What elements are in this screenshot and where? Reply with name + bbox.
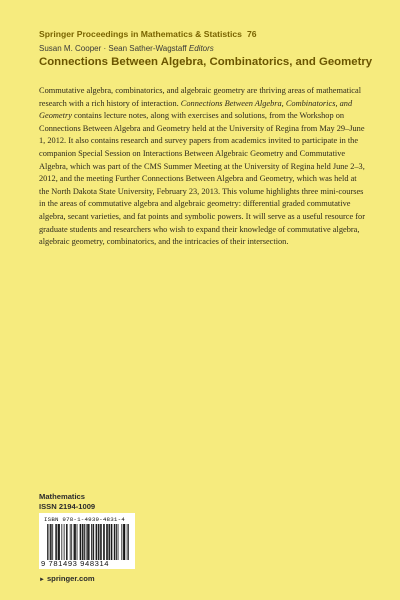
barcode-bar [75, 524, 76, 560]
barcode-bar [93, 524, 94, 560]
barcode-bar [67, 524, 68, 560]
barcode-bar [64, 524, 65, 560]
barcode-bar [50, 524, 51, 560]
barcode-bar [111, 524, 112, 560]
barcode-bar [101, 524, 102, 560]
barcode-bar [124, 524, 125, 560]
barcode-bar [106, 524, 107, 560]
series-line [39, 29, 257, 39]
barcode-bar [83, 524, 84, 560]
barcode-bar [107, 524, 108, 560]
barcode-bar [55, 524, 56, 560]
barcode-bar [104, 524, 105, 560]
barcode-bar [82, 524, 83, 560]
barcode-bar [128, 524, 129, 560]
barcode-bar [127, 524, 128, 560]
barcode-bar [103, 524, 104, 560]
issn-label: ISSN 2194-1009 [39, 502, 96, 511]
description-title-italic: Connections Between Algebra, Combinatorics, and Geometry [39, 98, 353, 121]
barcode-bar [112, 524, 113, 560]
description-part-1: Commutative algebra, combinatorics, and algebraic geometry are thriving areas of mathematical research with a rich history of interaction. [39, 86, 362, 108]
barcode-bar [49, 524, 50, 560]
barcode-bar [109, 524, 110, 560]
editor-role: Editors [188, 44, 214, 53]
book-description [39, 85, 365, 249]
barcode-bar [93, 524, 94, 560]
website-line[interactable] [39, 574, 95, 583]
description-part-2: contains lecture notes, along with exercises and solutions, from the Workshop on Connections Between Algebra and Geometry held at the University of Regina from May 29–June 1, 2012. It also contains research and survey papers from academics invited to participate in the companion Special Session on Interactions Between Algebraic Geometry and Commutative Algebra, which was part of the CMS Summer Meeting at the University of Regina held June 2–3, 2012, and the meeting Further Connections Between Algebra and Geometry, which was held at the North Dakota State University, February 23, 2013. This volume highlights three mini-courses in the areas of commutative algebra and algebraic geometry: differential graded commutative algebra, secant varieties, and fat points and symbolic powers. It will serve as a useful resource for graduate students and researchers who wish to expand their knowledge of commutative algebra, algebraic geometry, combinatorics, and the intricacies of their intersection. [39, 111, 365, 247]
barcode-bar [66, 524, 67, 560]
barcode-bar [61, 524, 62, 560]
editors-line [39, 44, 214, 53]
barcode-bar [52, 524, 53, 560]
barcode-bar [74, 524, 75, 560]
series-name: Springer Proceedings in Mathematics & Statistics [39, 29, 242, 39]
barcode-bar [96, 524, 97, 560]
barcode-bar [84, 524, 85, 560]
barcode-bar [71, 524, 72, 560]
barcode-bar [98, 524, 99, 560]
barcode-bar [124, 524, 125, 560]
barcode-bar [118, 524, 119, 560]
barcode-bar [80, 524, 81, 560]
barcode-bar [74, 524, 75, 560]
barcode-bar [88, 524, 89, 560]
barcode-bar [114, 524, 115, 560]
barcode-bar [51, 524, 52, 560]
arrow-icon: ► [39, 577, 45, 583]
barcode-bar [47, 524, 48, 560]
series-number: 76 [246, 29, 257, 39]
barcode-bar [91, 524, 92, 560]
barcode-bar [70, 524, 71, 560]
book-title: Connections Between Algebra, Combinatorics, and Geometry [39, 56, 373, 68]
barcode [39, 513, 135, 569]
barcode-bar [58, 524, 59, 560]
barcode-bar [100, 524, 101, 560]
barcode-bar [80, 524, 81, 560]
barcode-bar [123, 524, 124, 560]
barcode-bar [77, 524, 78, 560]
isbn-text: ISBN 978-1-4939-4831-4 [44, 516, 125, 523]
barcode-bar [109, 524, 110, 560]
barcode-bar [96, 524, 97, 560]
barcode-bar [87, 524, 88, 560]
barcode-bar [121, 524, 122, 560]
barcode-digits: 9 781493 948314 [41, 559, 110, 568]
editor-names: Susan M. Cooper · Sean Sather-Wagstaff [39, 44, 187, 53]
barcode-bar [116, 524, 117, 560]
barcode-bar [56, 524, 57, 560]
barcode-bar [89, 524, 90, 560]
barcode-bar [58, 524, 59, 560]
barcode-bar [59, 524, 60, 560]
website-link[interactable]: springer.com [46, 574, 95, 583]
subject-label: Mathematics [39, 492, 86, 501]
barcode-bar [99, 524, 100, 560]
barcode-bar [86, 524, 87, 560]
barcode-bars [47, 524, 129, 560]
barcode-bar [115, 524, 116, 560]
